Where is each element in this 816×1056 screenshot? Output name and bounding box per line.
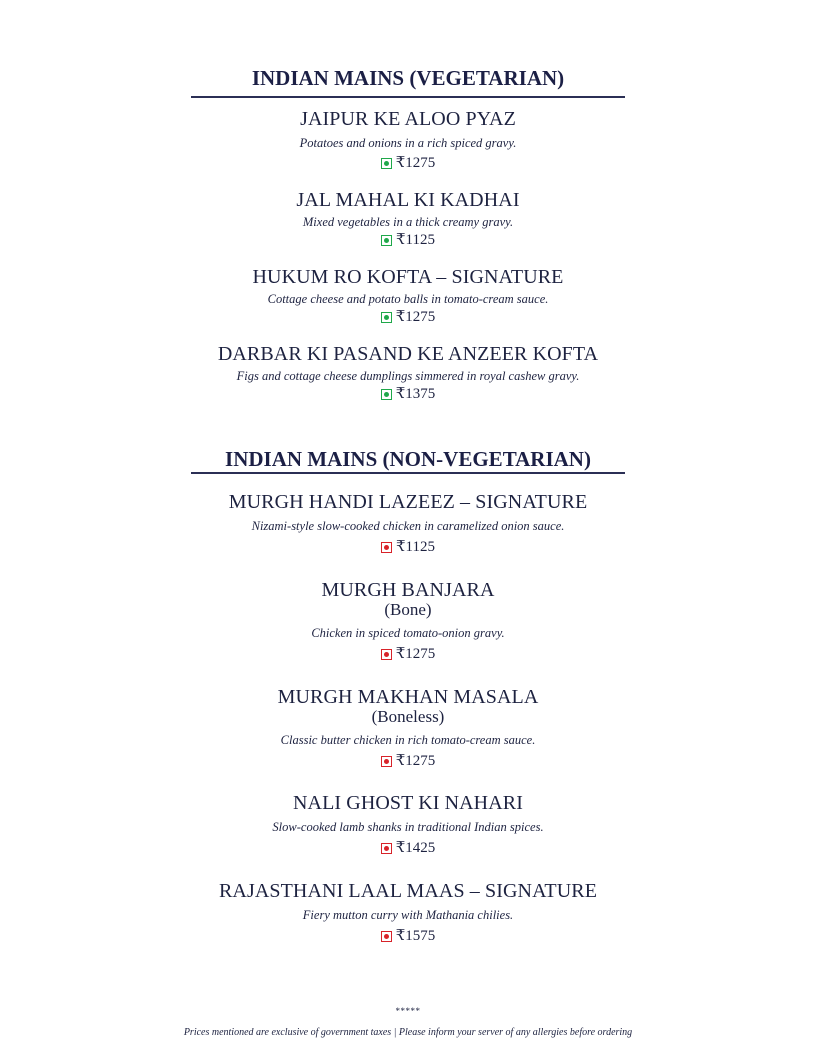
dish-name: RAJASTHANI LAAL MAAS – SIGNATURE bbox=[218, 880, 598, 902]
dish-description: Nizami-style slow-cooked chicken in caramelized onion sauce. bbox=[251, 519, 565, 533]
dish-price: ₹1375 bbox=[395, 386, 436, 402]
dish-price-row bbox=[0, 308, 816, 326]
dish-price: ₹1275 bbox=[395, 309, 436, 325]
veg-marker-icon bbox=[381, 389, 392, 400]
dish-description: Classic butter chicken in rich tomato-cream sauce. bbox=[280, 733, 536, 747]
footer-stars: ***** bbox=[395, 1006, 421, 1016]
dish-description: Figs and cottage cheese dumplings simmered in royal cashew gravy. bbox=[236, 369, 580, 383]
section-divider-vegetarian bbox=[191, 96, 625, 98]
veg-marker-icon bbox=[381, 235, 392, 246]
dish-description: Fiery mutton curry with Mathania chilies. bbox=[302, 908, 514, 922]
non-veg-marker-icon bbox=[381, 843, 392, 854]
dish-price-row bbox=[0, 752, 816, 770]
dish-description: Slow-cooked lamb shanks in traditional Indian spices. bbox=[272, 820, 544, 834]
dish-name: MURGH HANDI LAZEEZ – SIGNATURE bbox=[228, 491, 588, 513]
dish-price-row bbox=[0, 538, 816, 556]
section-title-non-vegetarian: INDIAN MAINS (NON-VEGETARIAN) bbox=[225, 447, 591, 471]
dish-subtitle: (Boneless) bbox=[371, 707, 445, 726]
dish-price-row bbox=[0, 385, 816, 403]
dish-description: Potatoes and onions in a rich spiced gravy. bbox=[299, 136, 517, 150]
dish-name: HUKUM RO KOFTA – SIGNATURE bbox=[252, 266, 564, 288]
dish-price: ₹1275 bbox=[395, 646, 436, 662]
dish-price-row bbox=[0, 839, 816, 857]
veg-marker-icon bbox=[381, 312, 392, 323]
dish-price-row bbox=[0, 154, 816, 172]
dish-price: ₹1425 bbox=[395, 840, 436, 856]
dish-name: DARBAR KI PASAND KE ANZEER KOFTA bbox=[217, 343, 599, 365]
dish-price: ₹1125 bbox=[396, 539, 435, 555]
dish-subtitle: (Bone) bbox=[384, 600, 432, 619]
section-divider-non-vegetarian bbox=[191, 472, 625, 474]
footer-note: Prices mentioned are exclusive of government taxes | Please inform your server of any allergies before ordering bbox=[183, 1027, 633, 1038]
dish-price: ₹1125 bbox=[396, 232, 435, 248]
dish-description: Mixed vegetables in a thick creamy gravy. bbox=[302, 215, 514, 229]
dish-name: JAIPUR KE ALOO PYAZ bbox=[300, 108, 516, 130]
dish-price-row bbox=[0, 231, 816, 249]
dish-description: Cottage cheese and potato balls in tomato-cream sauce. bbox=[267, 292, 549, 306]
non-veg-marker-icon bbox=[381, 756, 392, 767]
dish-name: JAL MAHAL KI KADHAI bbox=[296, 189, 520, 211]
dish-price: ₹1275 bbox=[395, 155, 436, 171]
non-veg-marker-icon bbox=[381, 649, 392, 660]
veg-marker-icon bbox=[381, 158, 392, 169]
dish-name: MURGH BANJARA bbox=[321, 579, 495, 601]
dish-price-row bbox=[0, 645, 816, 663]
dish-name: MURGH MAKHAN MASALA bbox=[277, 686, 539, 708]
dish-description: Chicken in spiced tomato-onion gravy. bbox=[311, 626, 505, 640]
dish-name: NALI GHOST KI NAHARI bbox=[293, 792, 523, 814]
section-title-vegetarian: INDIAN MAINS (VEGETARIAN) bbox=[251, 66, 565, 90]
dish-price: ₹1275 bbox=[395, 753, 436, 769]
non-veg-marker-icon bbox=[381, 931, 392, 942]
non-veg-marker-icon bbox=[381, 542, 392, 553]
dish-price: ₹1575 bbox=[395, 928, 436, 944]
dish-price-row bbox=[0, 927, 816, 945]
